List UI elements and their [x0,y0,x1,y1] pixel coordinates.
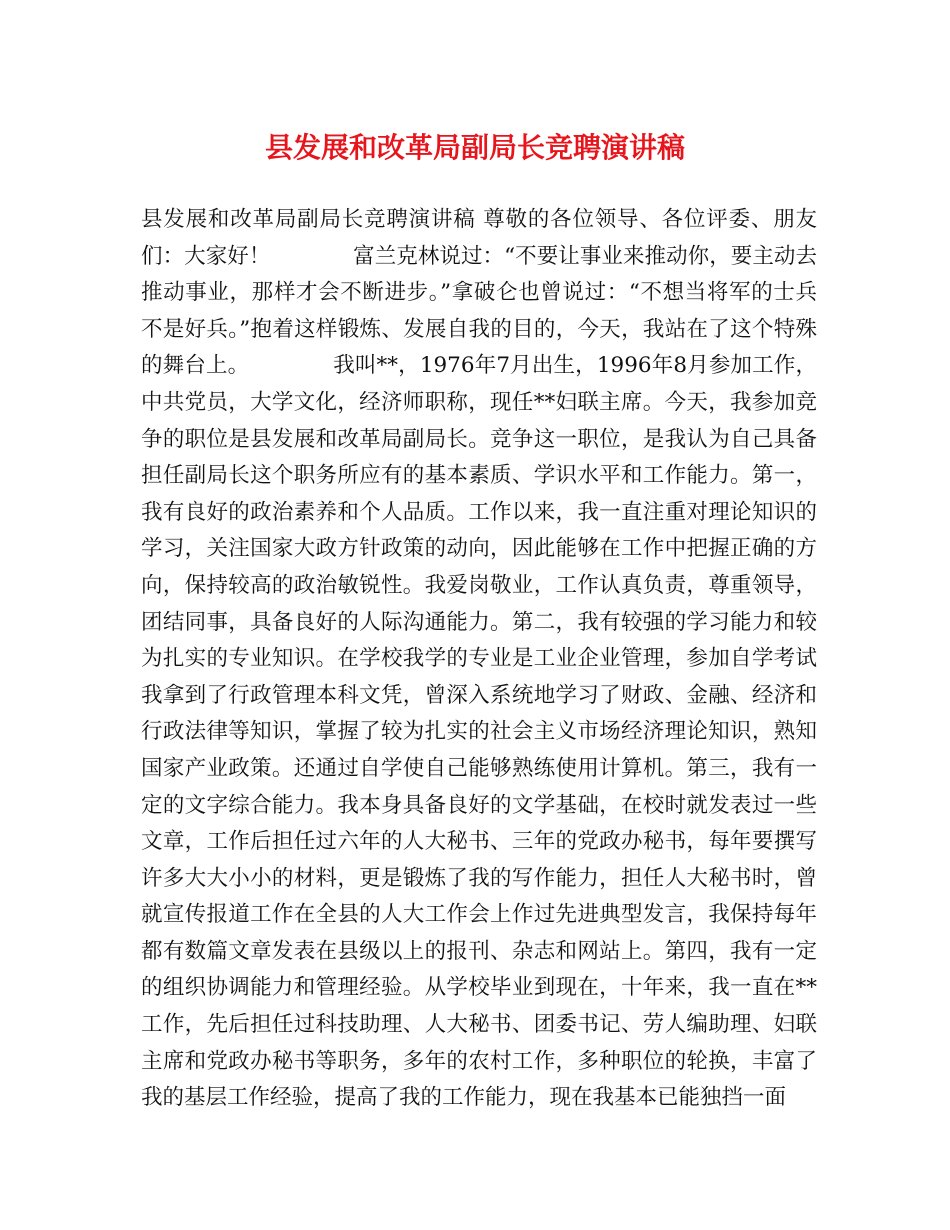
document-title: 县发展和改革局副局长竞聘演讲稿 [264,131,685,164]
document-body: 县发展和改革局副局长竞聘演讲稿 尊敬的各位领导、各位评委、朋友们：大家好！ 富兰克林说过：“不要让事业来推动你，要主动去推动事业，那样才会不断进步。”拿破仑也曾说过：“不想当将军的士兵不是好兵。”抱着这样锻炼、发展自我的目的，今天，我站在了这个特殊的舞台上。 我叫**，1976年7月出生，1996年8月参加工作，中共党员，大学文化，经济师职称，现任**妇联主席。今天，我参加竞争的职位是县发展和改革局副局长。竞争这一职位，是我认为自己具备担任副局长这个职务所应有的基本素质、学识水平和工作能力。第一，我有良好的政治素养和个人品质。工作以来，我一直注重对理论知识的学习，关注国家大政方针政策的动向，因此能够在工作中把握正确的方向，保持较高的政治敏锐性。我爱岗敬业，工作认真负责，尊重领导，团结同事，具备良好的人际沟通能力。第二，我有较强的学习能力和较为扎实的专业知识。在学校我学的专业是工业企业管理，参加自学考试我拿到了行政管理本科文凭，曾深入系统地学习了财政、金融、经济和行政法律等知识，掌握了较为扎实的社会主义市场经济理论知识，熟知国家产业政策。还通过自学使自己能够熟练使用计算机。第三，我有一定的文字综合能力。我本身具备良好的文学基础，在校时就发表过一些文章，工作后担任过六年的人大秘书、三年的党政办秘书，每年要撰写许多大大小小的材料，更是锻炼了我的写作能力，担任人大秘书时，曾就宣传报道工作在全县的人大工作会上作过先进典型发言，我保持每年都有数篇文章发表在县级以上的报刊、杂志和网站上。第四，我有一定的组织协调能力和管理经验。从学校毕业到现在，十年来，我一直在**工作，先后担任过科技助理、人大秘书、团委书记、劳人编助理、妇联主席和党政办秘书等职务，多年的农村工作，多种职位的轮换，丰富了我的基层工作经验，提高了我的工作能力，现在我基本已能独挡一面 [141,207,817,1111]
